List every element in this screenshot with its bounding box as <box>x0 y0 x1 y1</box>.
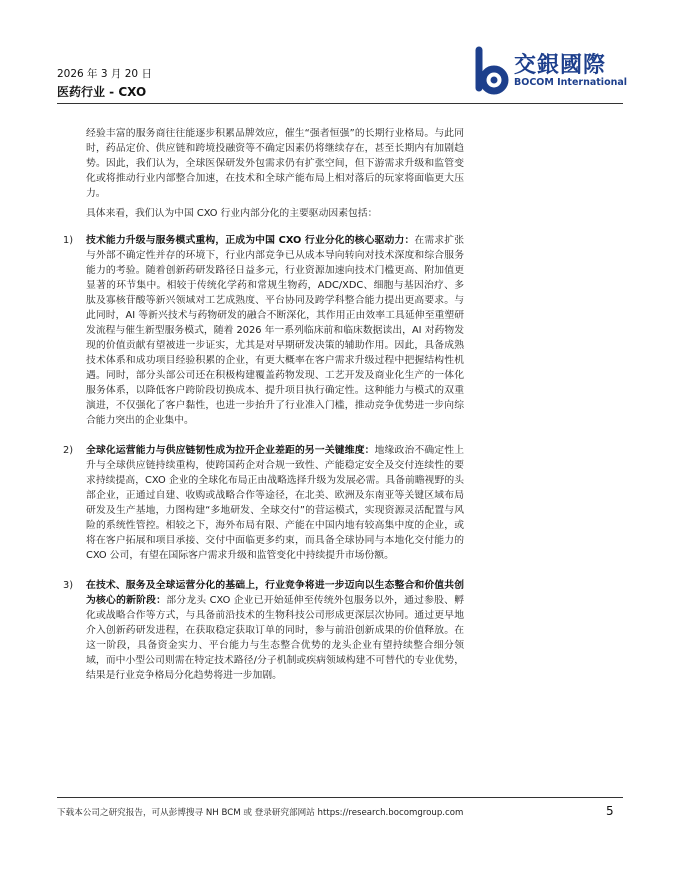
intro-paragraph: 经验丰富的服务商往往能逐步积累品牌效应，催生“强者恒强”的长期行业格局。与此同时，药品定价、供应链和跨境投融资等不确定因素仍将继续存在，甚至长期内有加剧趋势。因此，我们认为，全球医保研发外包需求仍有扩张空间，但下游需求升级和监管变化或将推动行业内部整合加速，在技术和全球产能布局上相对落后的玩家将面临更大压力。 <box>86 128 464 199</box>
page-number: 5 <box>606 804 614 818</box>
report-section-title: 医药行业 - CXO <box>57 85 147 99</box>
driver-item-3 <box>63 578 465 683</box>
driver-title: 技术能力升级与服务模式重构，正成为中国 CXO 行业分化的核心驱动力： <box>86 235 415 246</box>
report-body <box>63 126 465 698</box>
driver-text: 在需求扩张与外部不确定性并存的环境下，行业内部竞争已从成本导向转向对技术深度和综合服务能力的考验。随着创新药研发路径日益多元，行业资源加速向技术门槛更高、附加值更显著的环节集中。相较于传统化学药和常规生物药，ADC/XDC、细胞与基因治疗、多肽及寡核苷酸等新兴领域对工艺成熟度、平台协同及跨学科整合能力提出更高要求。与此同时，AI 等新兴技术与药物研发的融合不断深化，其作用正由效率工具延伸至重塑研发流程与催生新型服务模式，随着 2026 年一系列临床前和临床数据读出，AI 对药物发现的价值贡献有望被进一步证实，尤其是对早期研发决策的辅助作用。因此，具备成熟技术体系和成功项目经验积累的企业，有更大概率在客户需求升级过程中把握结构性机遇。同时，部分头部公司还在积极构建覆盖药物发现、工艺开发及商业化生产的一体化服务体系，以降低客户跨阶段切换成本、提升项目执行确定性。这种能力与模式的双重演进，不仅强化了客户黏性，也进一步抬升了行业准入门槛，推动竞争优势进一步向综合能力突出的企业集中。 <box>86 235 465 426</box>
lead-paragraph: 具体来看，我们认为中国 CXO 行业内部分化的主要驱动因素包括： <box>86 208 378 219</box>
bocom-logo <box>470 46 630 100</box>
logo-chinese-name: 交銀國際 <box>514 53 607 78</box>
report-date: 2026 年 3 月 20 日 <box>57 68 152 80</box>
driver-item-2 <box>63 443 465 563</box>
driver-number: 1) <box>63 235 74 246</box>
footer-divider <box>57 797 623 798</box>
driver-number: 2) <box>63 445 74 456</box>
driver-title: 在技术、服务及全球运营分化的基础上，行业竞争将进一步迈向以生态整合和价值共创为核心的新阶段： <box>86 580 464 606</box>
header-divider <box>57 103 623 104</box>
driver-text: 部分龙头 CXO 企业已开始延伸至传统外包服务以外，通过参股、孵化或战略合作等方式，与具备前沿技术的生物科技公司形成更深层次协同。通过更早地介入创新药研发进程，在获取稳定获取订单的同时，参与前沿创新成果的价值释放。在这一阶段，具备资金实力、平台能力与生态整合优势的龙头企业有望持续整合细分领域，而中小型公司则需在特定技术路径/分子机制或疾病领域构建不可替代的专业优势，结果是行业竞争格局分化趋势将进一步加剧。 <box>86 595 465 681</box>
logo-english-name: BOCOM International <box>514 77 628 88</box>
bocom-logo-mark-icon <box>470 46 512 96</box>
driver-item-1 <box>63 233 465 428</box>
footer-disclaimer: 下载本公司之研究报告，可从彭博搜寻 NH BCM 或 登录研究部网站 https://research.bocomgroup.com <box>57 808 464 818</box>
driver-title: 全球化运营能力与供应链韧性成为拉开企业差距的另一关键维度： <box>86 445 375 456</box>
driver-text: 地缘政治不确定性上升与全球供应链持续重构，使跨国药企对合规一致性、产能稳定安全及交付连续性的要求持续提高，CXO 企业的全球化布局正由战略选择升级为发展必需。具备前瞻视野的头部企业，正通过自建、收购或战略合作等途径，在北美、欧洲及东南亚等关键区域布局研发及生产基地，力图构建“多地研发、全球交付”的营运模式，实现资源灵活配置与风险的系统性管控。相较之下，海外布局有限、产能在中国内地有较高集中度的企业，或将在客户拓展和项目承接、交付中面临更多约束，而具备全球协同与本地化交付能力的 CXO 公司，有望在国际客户需求升级和监管变化中持续提升市场份额。 <box>86 445 465 561</box>
driver-number: 3) <box>63 580 74 591</box>
